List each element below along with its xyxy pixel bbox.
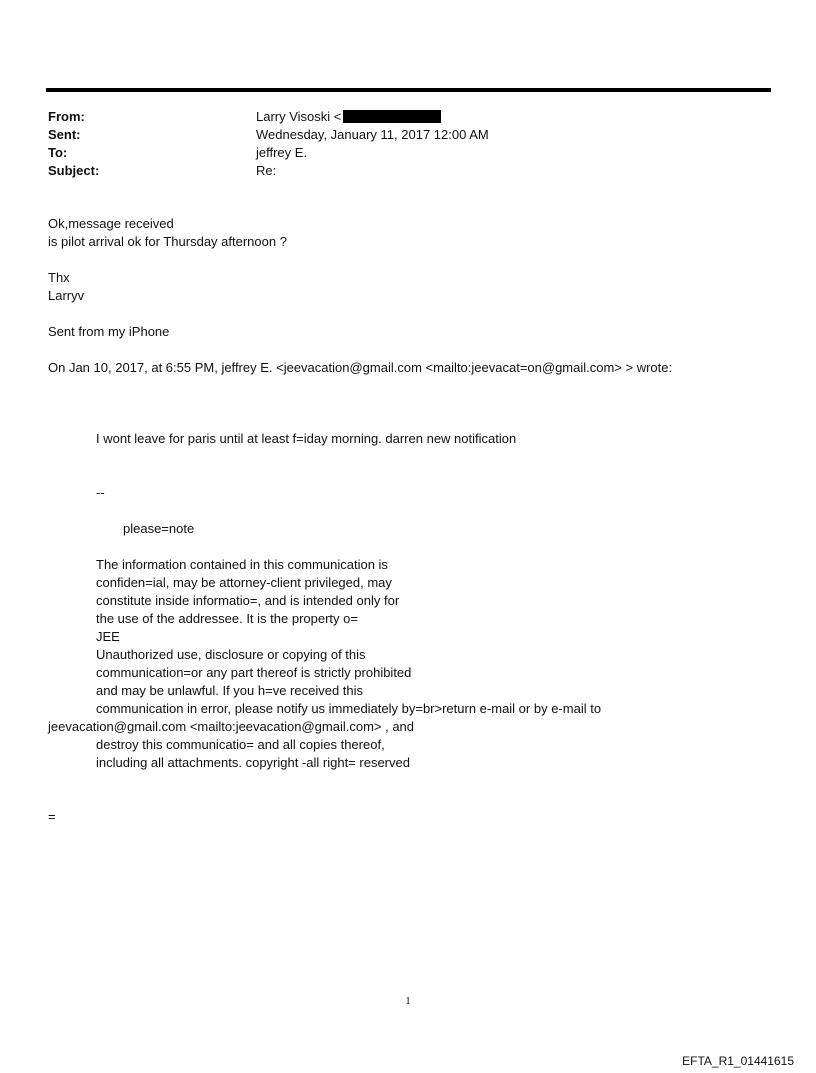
sent-label: Sent: bbox=[48, 127, 81, 142]
redaction-box bbox=[343, 110, 441, 123]
disclaimer-line: JEE bbox=[96, 629, 120, 644]
sent-from-line: Sent from my iPhone bbox=[48, 324, 170, 339]
disclaimer-line: constitute inside informatio=, and is intended only for bbox=[96, 593, 400, 608]
from-name: Larry Visoski < bbox=[256, 109, 342, 124]
disclaimer-line: and may be unlawful. If you h=ve received this bbox=[96, 683, 364, 698]
disclaimer-line: Unauthorized use, disclosure or copying of this bbox=[96, 647, 366, 662]
disclaimer-line: the use of the addressee. It is the property o= bbox=[96, 611, 358, 626]
subject-value: Re: bbox=[256, 163, 277, 178]
to-row bbox=[48, 144, 748, 162]
subject-label: Subject: bbox=[48, 163, 100, 178]
quote-header: On Jan 10, 2017, at 6:55 PM, jeffrey E. <jeevacation@gmail.com <mailto:jeevacat=on@gmail.com> > wrote: bbox=[48, 360, 673, 375]
disclaimer-line: confiden=ial, may be attorney-client privileged, may bbox=[96, 575, 392, 590]
reply-line: is pilot arrival ok for Thursday afternoon ? bbox=[48, 234, 287, 249]
subject-row bbox=[48, 162, 748, 180]
disclaimer-line: including all attachments. copyright -all right= reserved bbox=[96, 755, 410, 770]
reply-line: Thx bbox=[48, 270, 70, 285]
disclaimer-line: The information contained in this communication is bbox=[96, 557, 388, 572]
signature-separator: -- bbox=[96, 485, 105, 500]
disclaimer-line: communication=or any part thereof is strictly prohibited bbox=[96, 665, 412, 680]
to-value: jeffrey E. bbox=[256, 145, 308, 160]
disclaimer-line: jeevacation@gmail.com <mailto:jeevacation@gmail.com> , and bbox=[48, 719, 415, 734]
sent-row bbox=[48, 126, 748, 144]
from-value bbox=[256, 108, 441, 126]
to-label: To: bbox=[48, 145, 68, 160]
reply-signature: Larryv bbox=[48, 288, 85, 303]
header-rule bbox=[46, 88, 771, 92]
reply-line: Ok,message received bbox=[48, 216, 174, 231]
disclaimer-line: communication in error, please notify us immediately by=br>return e-mail or by e-mail to bbox=[96, 701, 602, 716]
trailing-marker: = bbox=[48, 809, 56, 824]
disclaimer-line: destroy this communicatio= and all copies thereof, bbox=[96, 737, 385, 752]
document-id: EFTA_R1_01441615 bbox=[682, 1054, 794, 1068]
quoted-message: I wont leave for paris until at least f=iday morning. darren new notification bbox=[96, 431, 517, 446]
email-header bbox=[48, 108, 748, 180]
from-label: From: bbox=[48, 109, 85, 124]
sent-value: Wednesday, January 11, 2017 12:00 AM bbox=[256, 127, 489, 142]
please-note: please=note bbox=[123, 521, 195, 536]
from-row bbox=[48, 108, 748, 126]
page-number: 1 bbox=[405, 995, 411, 1007]
